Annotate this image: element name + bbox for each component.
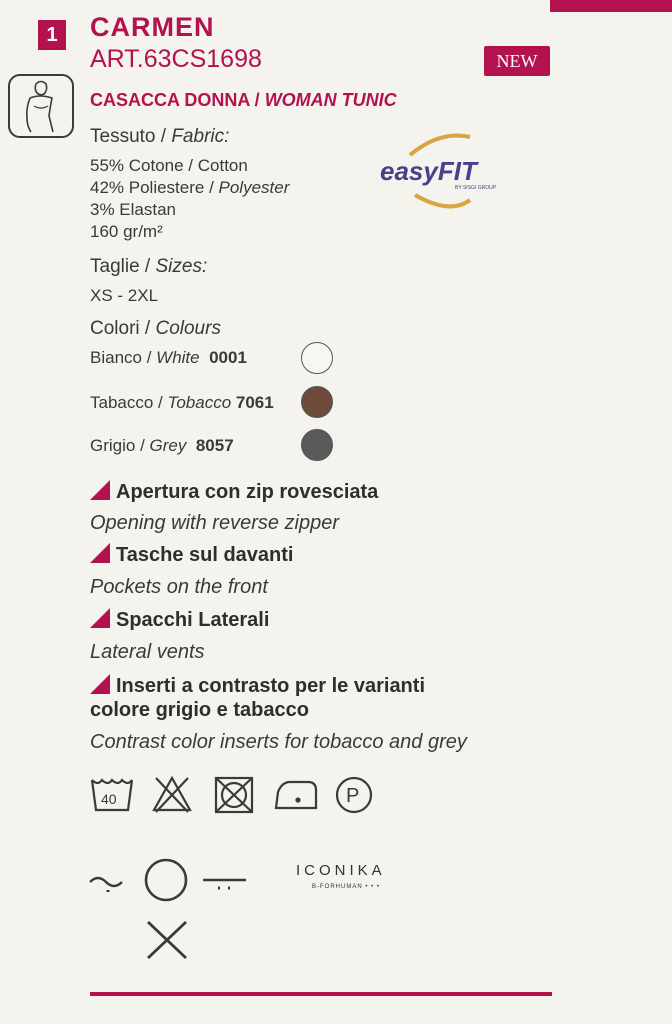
feature-title bbox=[90, 543, 293, 567]
colour-swatch-grey bbox=[301, 429, 333, 461]
triangle-bullet-icon bbox=[90, 608, 110, 628]
colour-name-it: Bianco bbox=[90, 348, 142, 367]
feature-title-continued: colore grigio e tabacco bbox=[90, 699, 309, 721]
sizes-label-en: Sizes: bbox=[155, 256, 208, 277]
colours-label-it: Colori bbox=[90, 318, 140, 339]
fabric-line-it: 42% Poliestere bbox=[90, 178, 205, 197]
feature-title bbox=[90, 608, 269, 632]
iconika-tagline: B-FORHUMAN • • • bbox=[312, 884, 380, 890]
colour-code: 0001 bbox=[209, 348, 247, 367]
colour-name-en: Grey bbox=[149, 436, 187, 455]
subtitle-en: WOMAN TUNIC bbox=[264, 90, 397, 110]
feature-description: Contrast color inserts for tobacco and grey bbox=[90, 731, 467, 753]
item-number-badge: 1 bbox=[38, 20, 66, 50]
colour-row-white: Bianco / White 0001 bbox=[90, 348, 247, 367]
fabric-line: 3% Elastan bbox=[90, 200, 176, 219]
woman-figure-icon bbox=[8, 74, 74, 138]
fabric-line-it: 55% Cotone bbox=[90, 156, 184, 175]
sizes-label: Taglie / Sizes: bbox=[90, 256, 208, 277]
colours-label-en: Colours bbox=[155, 318, 221, 339]
colour-row-grey: Grigio / Grey 8057 bbox=[90, 436, 234, 455]
fabric-label-it: Tessuto bbox=[90, 126, 156, 147]
dry-flat-circle-icon bbox=[146, 860, 186, 900]
colour-name-en: Tobacco bbox=[167, 393, 232, 412]
colours-label: Colori / Colours bbox=[90, 318, 221, 339]
no-tumble-dry-icon bbox=[216, 778, 252, 812]
feature-title bbox=[90, 480, 378, 504]
iron-low-icon bbox=[276, 782, 316, 808]
easyfit-logo bbox=[375, 125, 525, 215]
feature-title-text: Spacchi Laterali bbox=[116, 609, 270, 631]
feature-title-text: Apertura con zip rovesciata bbox=[116, 481, 379, 503]
article-code: ART.63CS1698 bbox=[90, 45, 262, 73]
colour-swatch-tobacco bbox=[301, 386, 333, 418]
fabric-line: 42% Poliestere / Polyester bbox=[90, 178, 290, 197]
drip-dry-icon bbox=[90, 878, 122, 892]
wash-temp: 40 bbox=[101, 791, 117, 807]
colour-code: 8057 bbox=[195, 436, 234, 455]
colour-name-it: Grigio bbox=[90, 436, 136, 455]
subtitle-separator: / bbox=[249, 90, 265, 110]
colour-swatch-white bbox=[301, 342, 333, 374]
subtitle-it: CASACCA DONNA bbox=[90, 90, 250, 110]
colour-name-it: Tabacco bbox=[90, 393, 154, 412]
do-not-icon bbox=[148, 922, 186, 958]
dryclean-p-icon bbox=[337, 778, 371, 812]
product-title: CARMEN bbox=[90, 12, 215, 42]
care-symbols bbox=[88, 772, 388, 816]
easyfit-logo-text: easyFIT bbox=[380, 156, 477, 186]
colour-code: 7061 bbox=[235, 393, 274, 412]
no-bleach-icon bbox=[154, 778, 190, 812]
wash-40-icon bbox=[92, 780, 132, 810]
new-badge: NEW bbox=[484, 46, 550, 76]
feature-title-text: Tasche sul davanti bbox=[116, 544, 294, 566]
triangle-bullet-icon bbox=[90, 674, 110, 694]
fabric-line-en: Polyester bbox=[218, 178, 290, 197]
dryclean-letter: P bbox=[346, 785, 360, 807]
bottom-accent-bar bbox=[90, 992, 552, 996]
sizes-label-it: Taglie bbox=[90, 256, 140, 277]
fabric-line: 160 gr/m² bbox=[90, 222, 163, 241]
triangle-bullet-icon bbox=[90, 543, 110, 563]
fabric-line: 55% Cotone / Cotton bbox=[90, 156, 248, 175]
line-dry-icon bbox=[203, 880, 246, 888]
feature-description: Pockets on the front bbox=[90, 576, 268, 598]
top-accent-bar bbox=[550, 0, 672, 12]
feature-description: Lateral vents bbox=[90, 641, 205, 663]
product-subtitle bbox=[90, 90, 397, 111]
sizes-value: XS - 2XL bbox=[90, 286, 159, 305]
colour-row-tobacco: Tabacco / Tobacco 7061 bbox=[90, 393, 274, 412]
iconika-logo: ICONIKA bbox=[296, 862, 386, 879]
feature-description: Opening with reverse zipper bbox=[90, 512, 340, 534]
triangle-bullet-icon bbox=[90, 480, 110, 500]
extra-care-symbols bbox=[88, 852, 268, 962]
fabric-label: Tessuto / Fabric: bbox=[90, 126, 230, 147]
feature-title-text: Inserti a contrasto per le varianti bbox=[116, 675, 425, 697]
easyfit-logo-sub: BY SISGI GROUP bbox=[455, 185, 497, 191]
fabric-line-en: Cotton bbox=[197, 156, 248, 175]
colour-name-en: White bbox=[156, 348, 200, 367]
fabric-label-en: Fabric: bbox=[171, 126, 230, 147]
feature-title bbox=[90, 674, 425, 698]
